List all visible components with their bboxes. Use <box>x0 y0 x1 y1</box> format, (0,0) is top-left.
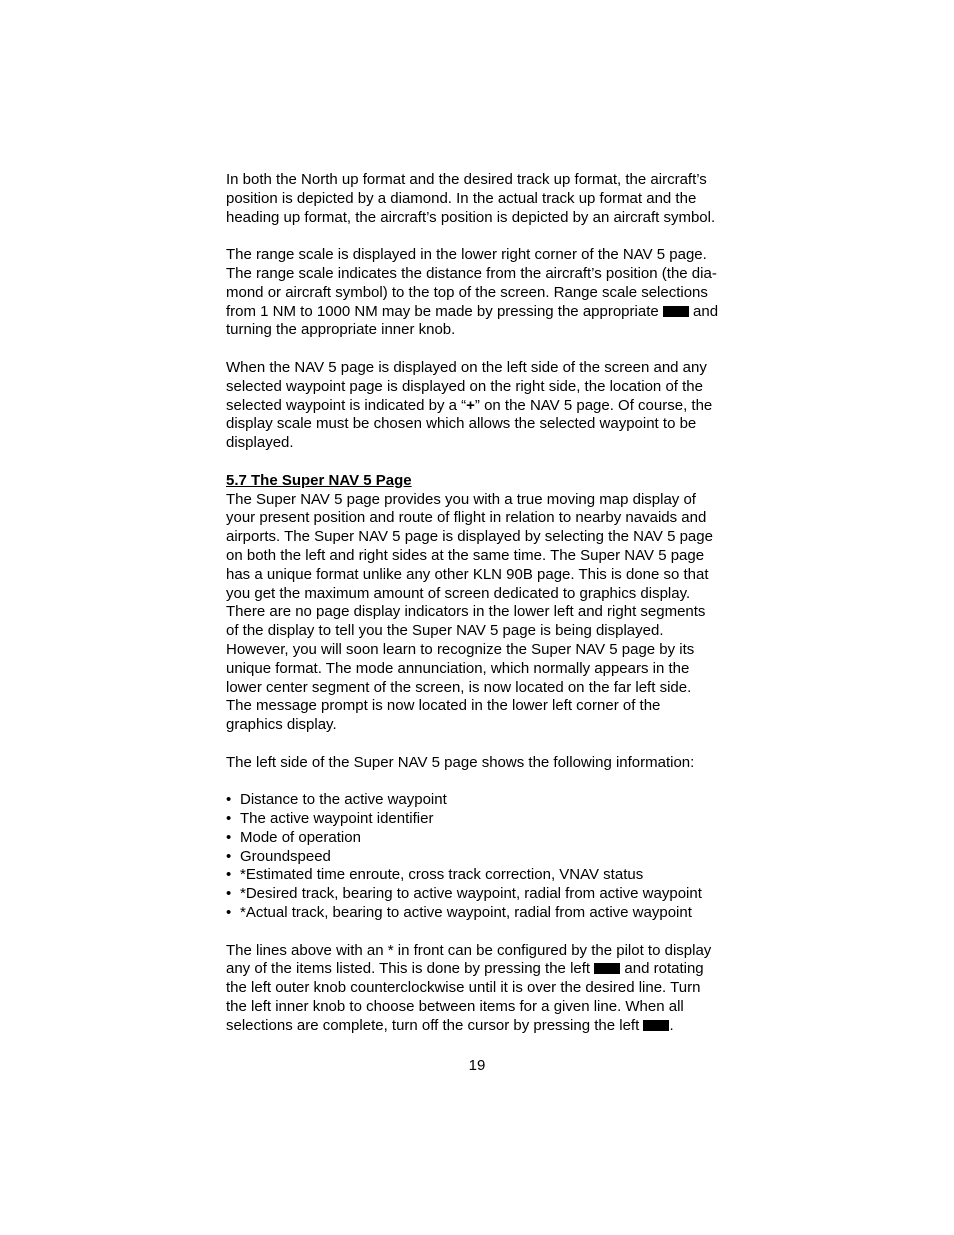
text-line: you get the maximum amount of screen dedicated to graphics display. <box>226 584 691 602</box>
paragraph-aircraft-position <box>226 171 746 227</box>
text-line: airports. The Super NAV 5 page is displayed by selecting the NAV 5 page <box>226 528 713 546</box>
text-line: on both the left and right sides at the same time. The Super NAV 5 page <box>226 546 705 564</box>
text-line: turning the appropriate inner knob. <box>226 321 456 339</box>
bullet-icon: • <box>226 791 232 809</box>
list-item <box>226 848 746 867</box>
text-line <box>226 960 746 979</box>
bullet-icon: • <box>226 885 232 903</box>
text-line: mond or aircraft symbol) to the top of the screen. Range scale selections <box>226 283 708 301</box>
text-line: When the NAV 5 page is displayed on the left side of the screen and any <box>226 358 707 376</box>
bullet-icon: • <box>226 866 232 884</box>
list-item <box>226 866 746 885</box>
plus-symbol: + <box>466 396 475 414</box>
text-line: The left side of the Super NAV 5 page shows the following information: <box>226 753 695 771</box>
list-item-text: *Desired track, bearing to active waypoint, radial from active waypoint <box>240 885 702 903</box>
text-line: The Super NAV 5 page provides you with a true moving map display of <box>226 490 696 508</box>
text-fragment: from 1 NM to 1000 NM may be made by pressing the appropriate <box>226 302 663 320</box>
text-line <box>226 397 746 416</box>
text-line: your present position and route of flight in relation to nearby navaids and <box>226 509 707 527</box>
text-line: There are no page display indicators in the lower left and right segments <box>226 603 706 621</box>
text-line <box>226 303 746 322</box>
text-line: However, you will soon learn to recognize the Super NAV 5 page by its <box>226 640 695 658</box>
bullet-icon: • <box>226 828 232 846</box>
text-fragment: . <box>669 1016 674 1034</box>
paragraph-configure-lines <box>226 942 746 1036</box>
list-item-text: Mode of operation <box>240 828 361 846</box>
list-item <box>226 904 746 923</box>
text-fragment: and <box>688 302 719 320</box>
list-item <box>226 885 746 904</box>
text-fragment: selected waypoint is indicated by a “ <box>226 396 467 414</box>
button-key-icon <box>643 1020 669 1031</box>
text-line: heading up format, the aircraft’s position is depicted by an aircraft symbol. <box>226 208 716 226</box>
text-fragment: any of the items listed. This is done by pressing the left <box>226 960 595 978</box>
button-key-icon <box>663 306 689 317</box>
page-body <box>226 171 746 1054</box>
text-line: unique format. The mode annunciation, which normally appears in the <box>226 659 690 677</box>
text-line: the left inner knob to choose between items for a given line. When all <box>226 998 684 1016</box>
text-line: The lines above with an * in front can be configured by the pilot to display <box>226 941 712 959</box>
list-item <box>226 810 746 829</box>
text-line: The range scale is displayed in the lower right corner of the NAV 5 page. <box>226 246 707 264</box>
text-line: of the display to tell you the Super NAV 5 page is being displayed. <box>226 622 664 640</box>
list-item-text: Groundspeed <box>240 847 331 865</box>
bullet-icon: • <box>226 810 232 828</box>
text-line: displayed. <box>226 434 294 452</box>
text-line: The message prompt is now located in the lower left corner of the <box>226 697 661 715</box>
text-line: the left outer knob counterclockwise until it is over the desired line. Turn <box>226 979 701 997</box>
text-fragment: and rotating <box>620 960 704 978</box>
text-line: lower center segment of the screen, is now located on the far left side. <box>226 678 692 696</box>
text-line <box>226 1017 746 1036</box>
text-line: The range scale indicates the distance from the aircraft’s position (the dia- <box>226 264 717 282</box>
paragraph-range-scale <box>226 246 746 340</box>
list-item-text: *Estimated time enroute, cross track correction, VNAV status <box>240 866 644 884</box>
text-line: selected waypoint page is displayed on the right side, the location of the <box>226 377 703 395</box>
text-line: position is depicted by a diamond. In the actual track up format and the <box>226 189 697 207</box>
bullet-icon: • <box>226 847 232 865</box>
bullet-icon: • <box>226 904 232 922</box>
bullet-list <box>226 791 746 923</box>
text-fragment: ” on the NAV 5 page. Of course, the <box>474 396 713 414</box>
paragraph-left-side-info <box>226 754 746 773</box>
button-key-icon <box>594 963 620 974</box>
list-item-text: The active waypoint identifier <box>240 810 434 828</box>
list-item <box>226 829 746 848</box>
section-super-nav5 <box>226 472 746 735</box>
list-item <box>226 791 746 810</box>
page-number: 19 <box>468 1057 486 1074</box>
text-line: graphics display. <box>226 716 337 734</box>
paragraph-selected-waypoint <box>226 359 746 453</box>
list-item-text: Distance to the active waypoint <box>240 791 447 809</box>
text-line: In both the North up format and the desired track up format, the aircraft’s <box>226 171 707 188</box>
section-heading: 5.7 The Super NAV 5 Page <box>226 471 412 489</box>
text-line: display scale must be chosen which allows the selected waypoint to be <box>226 415 697 433</box>
list-item-text: *Actual track, bearing to active waypoint, radial from active waypoint <box>240 904 692 922</box>
text-line: has a unique format unlike any other KLN 90B page. This is done so that <box>226 565 709 583</box>
text-fragment: selections are complete, turn off the cursor by pressing the left <box>226 1016 644 1034</box>
